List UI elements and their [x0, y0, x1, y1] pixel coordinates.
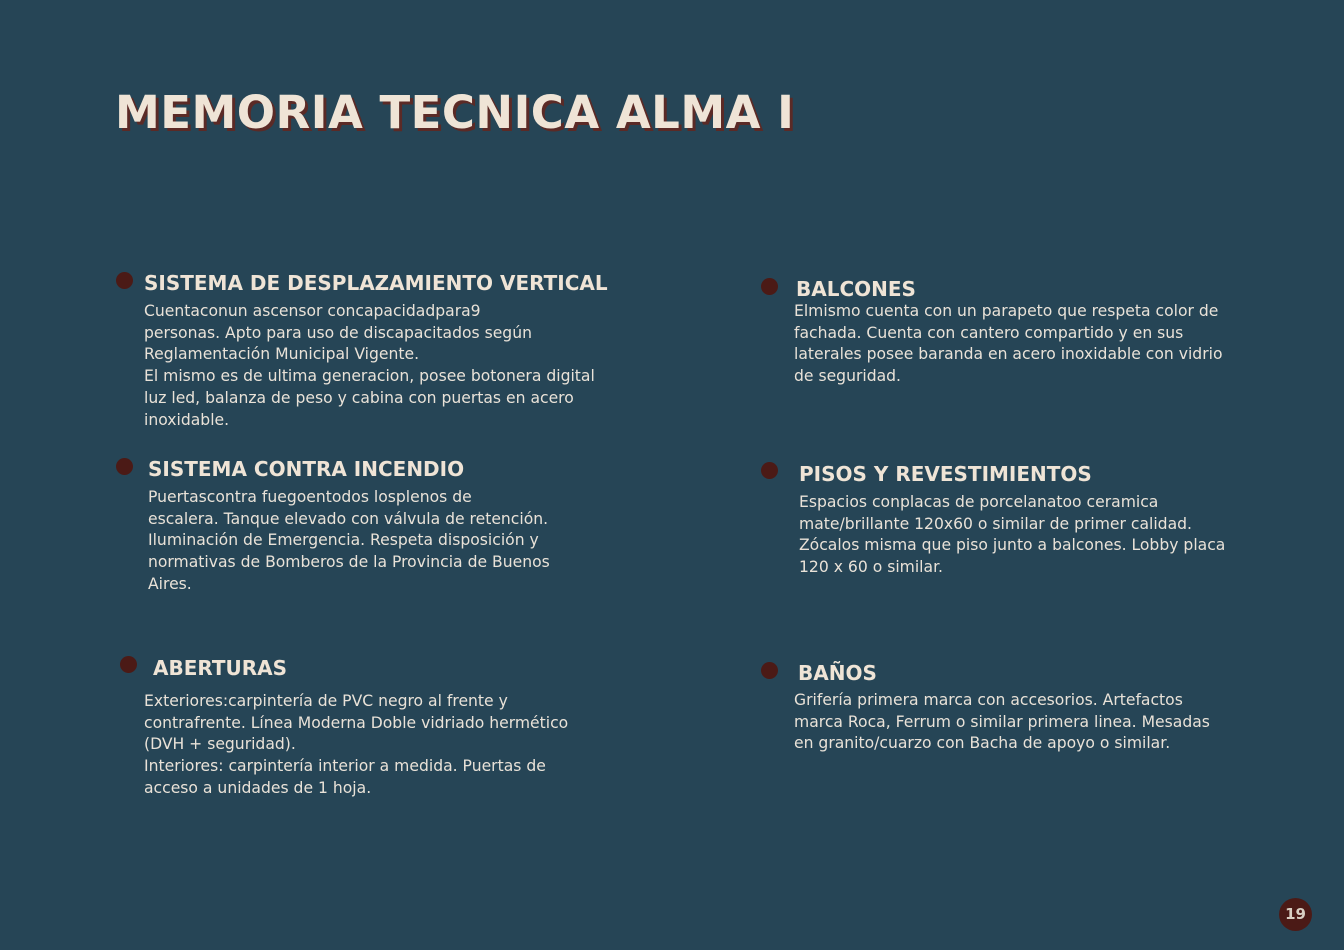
- section-body-aberturas: [144, 691, 568, 800]
- bullet-dot: [120, 656, 137, 673]
- body-line: luz led, balanza de peso y cabina con puertas en acero: [144, 388, 574, 407]
- body-line: Puertascontra fuegoentodos losplenos de: [148, 488, 472, 506]
- body-line: personas. Apto para uso de discapacitados según: [144, 323, 532, 342]
- section-body-pisos: [799, 492, 1225, 579]
- body-line: 120 x 60 o similar.: [799, 558, 944, 577]
- body-line: Zócalos misma que piso junto a balcones. Lobby placa: [799, 536, 1226, 555]
- bullet-dot: [761, 278, 778, 295]
- body-line: inoxidable.: [144, 410, 230, 429]
- section-body-banos: [794, 690, 1210, 755]
- bullet-dot: [761, 462, 778, 479]
- body-line: en granito/cuarzo con Bacha de apoyo o similar.: [794, 734, 1171, 753]
- body-line: escalera. Tanque elevado con válvula de retención.: [148, 509, 549, 528]
- body-line: marca Roca, Ferrum o similar primera linea. Mesadas: [794, 712, 1210, 731]
- body-line: fachada. Cuenta con cantero compartido y en sus: [794, 323, 1184, 342]
- section-heading-desplazamiento: SISTEMA DE DESPLAZAMIENTO VERTICAL: [144, 271, 608, 295]
- body-line: Cuentaconun ascensor concapacidadpara9: [144, 302, 481, 320]
- bullet-dot: [116, 458, 133, 475]
- section-heading-balcones: BALCONES: [796, 277, 916, 301]
- section-body-balcones: [794, 301, 1223, 388]
- bullet-dot: [761, 662, 778, 679]
- body-line: normativas de Bomberos de la Provincia de Buenos: [148, 553, 550, 572]
- body-line: mate/brillante 120x60 o similar de primer calidad.: [799, 514, 1192, 533]
- body-line: Espacios conplacas de porcelanatoo ceramica: [799, 493, 1159, 511]
- body-line: El mismo es de ultima generacion, posee botonera digital: [144, 367, 595, 386]
- body-line: (DVH + seguridad).: [144, 735, 296, 754]
- section-heading-aberturas: ABERTURAS: [153, 656, 288, 680]
- body-line: Reglamentación Municipal Vigente.: [144, 345, 420, 364]
- section-body-incendio: [148, 487, 550, 596]
- body-line: acceso a unidades de 1 hoja.: [144, 778, 372, 797]
- body-line: contrafrente. Línea Moderna Doble vidriado hermético: [144, 713, 569, 732]
- body-line: Exteriores:carpintería de PVC negro al frente y: [144, 692, 508, 710]
- body-line: Grifería primera marca con accesorios. Artefactos: [794, 691, 1183, 709]
- body-line: Iluminación de Emergencia. Respeta disposición y: [148, 531, 539, 550]
- body-line: Aires.: [148, 574, 192, 593]
- page-title: MEMORIA TECNICA ALMA I: [115, 86, 795, 139]
- section-heading-pisos: PISOS Y REVESTIMIENTOS: [799, 462, 1092, 486]
- body-line: Elmismo cuenta con un parapeto que respeta color de: [794, 302, 1219, 320]
- section-heading-incendio: SISTEMA CONTRA INCENDIO: [148, 457, 465, 481]
- body-line: de seguridad.: [794, 367, 902, 386]
- section-body-desplazamiento: [144, 301, 595, 431]
- section-heading-banos: BAÑOS: [798, 661, 877, 685]
- page-number-badge: 19: [1279, 898, 1312, 931]
- body-line: laterales posee baranda en acero inoxidable con vidrio: [794, 345, 1223, 364]
- bullet-dot: [116, 272, 133, 289]
- body-line: Interiores: carpintería interior a medida. Puertas de: [144, 757, 546, 776]
